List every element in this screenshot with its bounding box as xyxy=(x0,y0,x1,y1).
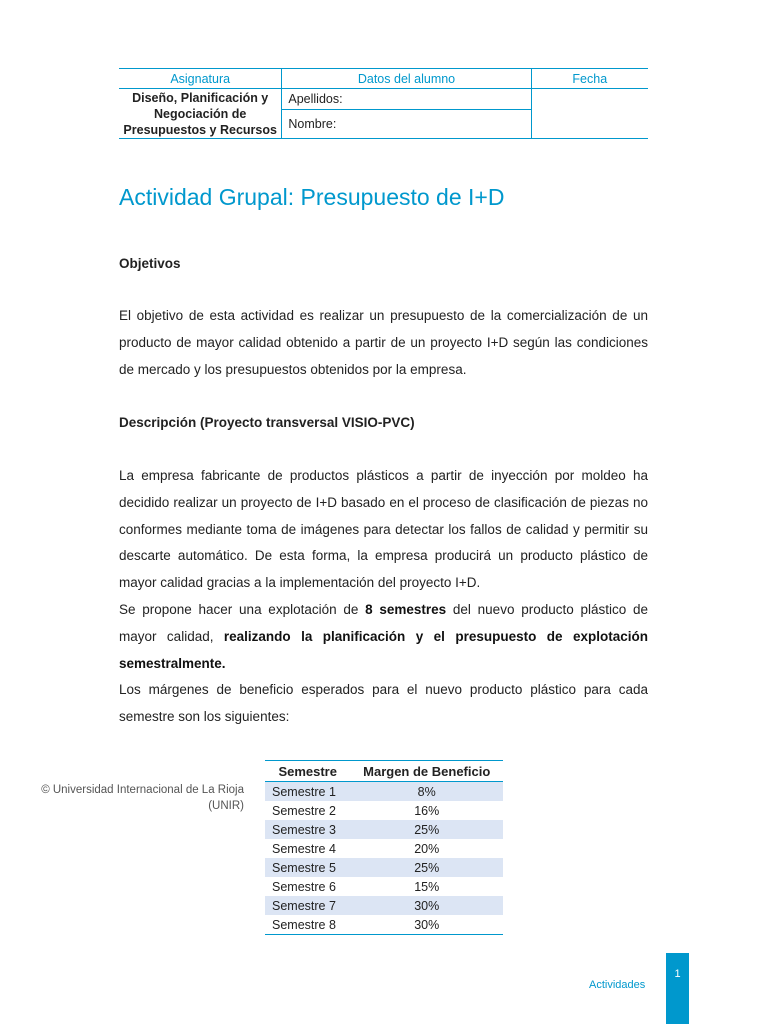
page-number: 1 xyxy=(674,968,681,980)
semestre-cell: Semestre 6 xyxy=(272,879,336,894)
subject-line: Negociación de xyxy=(154,106,247,121)
semestre-cell: Semestre 1 xyxy=(265,782,350,802)
margen-cell: 16% xyxy=(414,803,440,818)
col-margen-header: Margen de Beneficio xyxy=(350,761,503,782)
header-table xyxy=(119,68,648,139)
header-col-asignatura: Asignatura xyxy=(119,69,282,89)
page-title: Actividad Grupal: Presupuesto de I+D xyxy=(119,184,505,210)
p2-text: Se propone hacer una explotación de xyxy=(119,602,366,617)
margen-cell: 8% xyxy=(350,782,503,802)
semestre-cell: Semestre 3 xyxy=(265,820,350,839)
col-semestre-header: Semestre xyxy=(265,761,350,782)
semestre-cell: Semestre 4 xyxy=(272,841,336,856)
semestre-cell: Semestre 7 xyxy=(265,896,350,915)
p2-text: del nuevo producto plástico de mayor calidad, xyxy=(119,602,648,644)
semestre-cell: Semestre 5 xyxy=(265,858,350,877)
objetivos-text: El objetivo de esta actividad es realizar un presupuesto de la comercialización de un producto de mayor calidad obtenido a partir de un proyecto I+D según las condiciones de mercado y los presupuestos obtenidos por la empresa. xyxy=(119,308,648,377)
descripcion-heading: Descripción (Proyecto transversal VISIO-PVC) xyxy=(119,415,415,430)
table-row xyxy=(265,915,503,935)
p2-bold-planificacion: realizando la planificación y el presupuesto de explotación semestralmente. xyxy=(119,628,648,671)
apellidos-field: Apellidos: xyxy=(282,89,531,110)
margin-table-body xyxy=(265,782,503,935)
table-row xyxy=(265,839,503,858)
p2-bold-semestres: 8 semestres xyxy=(365,602,447,617)
table-row xyxy=(265,801,503,820)
table-row xyxy=(265,896,503,915)
margen-cell: 25% xyxy=(350,820,503,839)
copyright-note: © Universidad Internacional de La Rioja (UNIR) xyxy=(41,784,244,812)
footer-label: Actividades xyxy=(589,979,646,991)
margen-cell: 30% xyxy=(350,915,503,935)
fecha-field xyxy=(531,89,648,139)
margin-table xyxy=(265,760,503,935)
descripcion-paragraph-3: Los márgenes de beneficio esperados para el nuevo producto plástico para cada semestre son los siguientes: xyxy=(119,682,648,724)
margen-cell: 15% xyxy=(414,879,440,894)
header-col-fecha: Fecha xyxy=(531,69,648,89)
table-row xyxy=(265,820,503,839)
subject-name xyxy=(119,89,282,139)
table-row xyxy=(265,782,503,802)
header-col-datos: Datos del alumno xyxy=(282,69,531,89)
margen-cell: 25% xyxy=(350,858,503,877)
table-row xyxy=(265,877,503,896)
semestre-cell: Semestre 8 xyxy=(265,915,350,935)
margen-cell: 20% xyxy=(414,841,440,856)
margen-cell: 30% xyxy=(350,896,503,915)
descripcion-paragraph-2 xyxy=(119,597,648,677)
nombre-field: Nombre: xyxy=(282,110,531,139)
page-number-bar xyxy=(666,953,689,1024)
descripcion-paragraph-1: La empresa fabricante de productos plásticos a partir de inyección por moldeo ha decidido realizar un proyecto de I+D basado en el proceso de clasificación de piezas no conformes mediante toma de imágenes para detectar los fallos de calidad y permitir su descarte automático. De esta forma, la empresa producirá un producto plástico de mayor calidad gracias a la implementación del proyecto I+D. xyxy=(119,468,648,591)
subject-line: Diseño, Planificación y xyxy=(132,90,269,105)
table-row xyxy=(265,858,503,877)
subject-line: Presupuestos y Recursos xyxy=(123,122,277,137)
objetivos-heading: Objetivos xyxy=(119,256,181,271)
semestre-cell: Semestre 2 xyxy=(272,803,336,818)
